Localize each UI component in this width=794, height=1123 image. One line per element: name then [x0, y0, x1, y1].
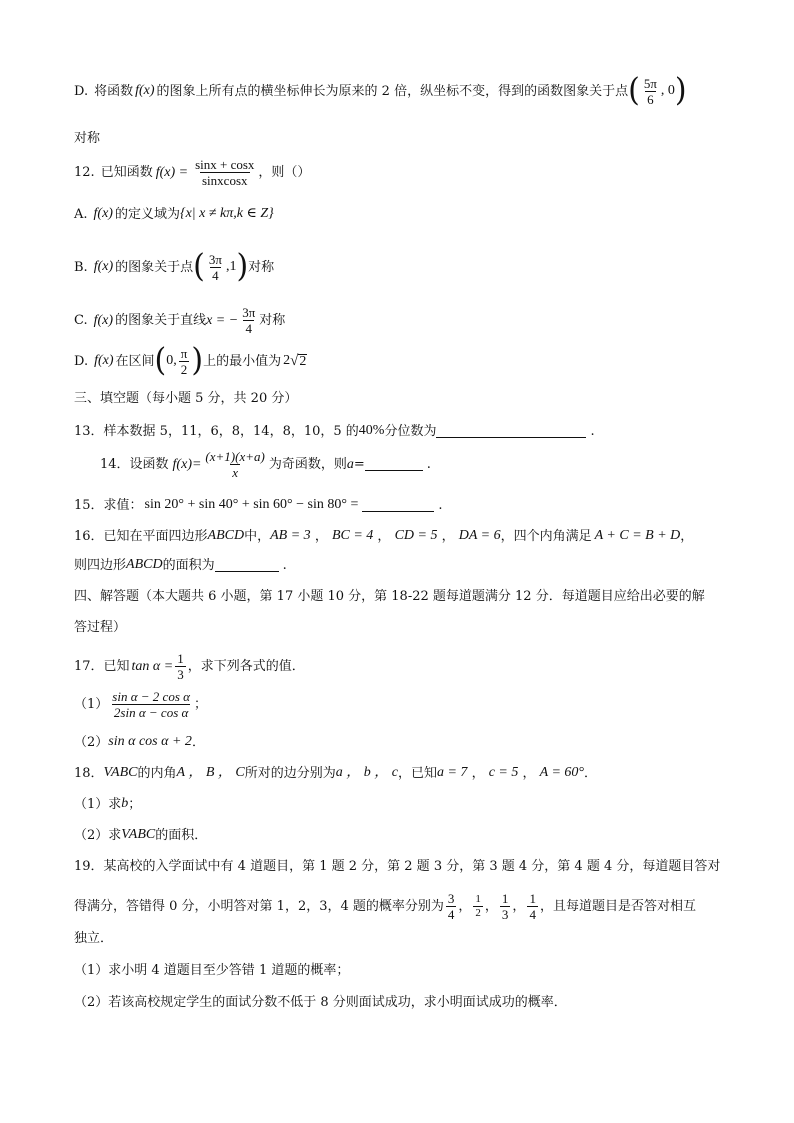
- side-names: a ， b ， c: [335, 765, 398, 780]
- function-notation: f(x): [135, 83, 155, 98]
- function-notation: f(x): [93, 206, 113, 221]
- side-da: DA = 6: [458, 528, 501, 543]
- question-number: 12.: [74, 165, 95, 180]
- semicolon: ；: [128, 796, 142, 812]
- left-paren: (: [154, 342, 167, 379]
- period: .: [282, 557, 287, 573]
- q19-line2: [74, 892, 696, 921]
- right-paren: ): [191, 342, 204, 379]
- part-label: （1）: [74, 697, 109, 712]
- quadrilateral-name: ABCD: [207, 528, 245, 543]
- comma: ，: [373, 528, 395, 544]
- part1-fraction: $\frac{\text{sin α − 2 cos α}}{\text{2sin α − cos α}}$: [112, 689, 190, 720]
- option-label: D.: [74, 83, 89, 99]
- q12-option-b: [74, 248, 275, 285]
- section-title: 四、解答题（本大题共 6 小题，第 17 小题 10 分，第 18-22 题每道题满分 12 分．每道题目应给出必要的解: [74, 589, 705, 604]
- line-equation: x = −: [206, 312, 239, 328]
- question-text: ，已知: [397, 765, 437, 781]
- question-text: 所对的边分别为: [244, 765, 336, 781]
- comma: ，: [518, 765, 540, 781]
- expression: sin 20° + sin 40° + sin 60° − sin 80° =: [144, 497, 359, 512]
- option-text: 的图象上所有点的横坐标伸长为原来的 2 倍，纵坐标不变，得到的函数图象关于点: [156, 83, 629, 99]
- q17-part2: [74, 735, 205, 749]
- question-tail: ，则（）: [258, 165, 311, 180]
- domain-set: {x| x ≠ kπ,k ∈ Z}: [179, 206, 274, 221]
- angle-names: A ， B ， C: [176, 765, 245, 780]
- triangle-name: VABC: [121, 827, 156, 842]
- period: ．: [584, 765, 598, 781]
- question-text: 得满分，答错得 0 分，小明答对第 1，2，3，4 题的概率分别为: [74, 899, 444, 914]
- q18-stem: [74, 766, 597, 780]
- q19-line1: [74, 860, 720, 873]
- section-three-heading: [74, 392, 297, 405]
- comma: ，: [310, 528, 332, 544]
- prob-fraction-3: $\frac{1}{3}$: [501, 891, 509, 922]
- question-text: 13．样本数据 5，11，6，8，14，8，10，5 的: [74, 423, 359, 439]
- percent-value: 40%: [358, 423, 385, 438]
- q18-part2: [74, 828, 207, 842]
- period: .: [426, 457, 431, 472]
- option-text: 对称: [248, 259, 275, 275]
- q19-part1: [74, 964, 349, 977]
- line-fraction: $\frac{3\pi}{4}$: [242, 305, 256, 336]
- option-text: 对称: [259, 313, 286, 328]
- min-coefficient: 2: [283, 353, 291, 368]
- function-notation: f(x): [93, 312, 114, 328]
- part-text: （2）求: [74, 827, 122, 843]
- question-text: 独立．: [74, 931, 114, 946]
- question-text: 中，: [244, 528, 271, 544]
- question-text: 为奇函数，则: [268, 457, 347, 472]
- part-text: （1）求小明 4 道题目至少答错 1 道题的概率；: [74, 963, 350, 978]
- question-text: ，求下列各式的值．: [187, 659, 305, 674]
- period: ．: [191, 734, 205, 750]
- section-four-heading-wrap: [74, 621, 126, 634]
- part-text: 的面积．: [155, 827, 208, 843]
- interval-fraction: $\frac{\pi}{2}$: [180, 345, 188, 377]
- comma: ，: [512, 899, 526, 914]
- variable: b: [121, 796, 129, 811]
- prob-fraction-4: $\frac{1}{4}$: [529, 891, 536, 922]
- q12-option-d: [74, 342, 307, 379]
- function-def: f(x) =: [155, 164, 189, 180]
- tan-expression: tan α =: [131, 658, 174, 674]
- q11-option-d-wrap: [74, 132, 100, 145]
- angle-a-value: A = 60°: [539, 765, 584, 780]
- side-cd: CD = 5: [394, 528, 438, 543]
- interval-start: 0,: [166, 353, 177, 368]
- option-text: 将函数: [94, 83, 134, 99]
- q19-line3: [74, 932, 113, 945]
- question-text: 17．已知: [74, 659, 130, 674]
- option-label: D.: [74, 353, 89, 369]
- question-text: 分位数为: [384, 423, 437, 439]
- comma: ，: [484, 899, 498, 914]
- comma: ，: [467, 765, 489, 781]
- option-label: A.: [74, 206, 88, 222]
- point-fraction: $\frac{3\pi}{4}$: [208, 251, 222, 283]
- prob-fraction-2: $\frac{1}{2}$: [475, 893, 481, 919]
- q12-stem: [74, 158, 310, 187]
- question-text: 16．已知在平面四边形: [74, 528, 208, 544]
- q16-line1: [74, 529, 693, 543]
- period: .: [590, 423, 595, 439]
- side-bc: BC = 4: [331, 528, 374, 543]
- section-four-heading: [74, 590, 705, 603]
- section-title: 答过程）: [74, 620, 127, 635]
- q16-line2: [74, 558, 287, 572]
- option-label: C.: [74, 313, 88, 328]
- option-text: 上的最小值为: [203, 353, 282, 369]
- q13: [74, 424, 595, 438]
- option-text: 在区间: [115, 353, 155, 369]
- section-title: 三、填空题（每小题 5 分，共 20 分）: [74, 391, 298, 406]
- question-text: 已知函数: [100, 165, 153, 180]
- part-text: （2）若该高校规定学生的面试分数不低于 8 分则面试成功，求小明面试成功的概率．: [74, 995, 567, 1010]
- q17-part1: [74, 690, 207, 719]
- question-number: 18．: [74, 765, 104, 781]
- sqrt-sign: √: [290, 352, 299, 369]
- wrap-text: 对称: [74, 131, 101, 146]
- answer-blank[interactable]: [365, 458, 423, 471]
- q11-option-d: [74, 72, 687, 109]
- option-text: 的定义域为: [114, 206, 180, 222]
- question-text: ，四个内角满足: [500, 528, 592, 544]
- part2-expression: sin α cos α + 2: [108, 734, 192, 749]
- triangle-name: VABC: [103, 765, 138, 780]
- equals: =: [353, 457, 365, 472]
- side-ab: AB = 3: [270, 528, 311, 543]
- function-notation: f(x): [94, 353, 114, 368]
- question-text: 19．某高校的入学面试中有 4 道题目，第 1 题 2 分，第 2 题 3 分，第 3 题 4 分，第 4 题 4 分，每道题目答对: [74, 859, 721, 874]
- option-text: 的图象关于点: [115, 259, 194, 275]
- question-text: 14．设函数: [100, 457, 169, 472]
- q18-part1: [74, 797, 141, 811]
- q12-option-c: [74, 306, 285, 335]
- question-text: 15．求值：: [74, 497, 143, 513]
- q19-part2: [74, 996, 567, 1009]
- point-tail: , 0: [660, 83, 675, 98]
- comma: ，: [437, 528, 459, 544]
- answer-blank[interactable]: [215, 559, 279, 572]
- point-tail: ,1: [225, 259, 237, 274]
- right-paren: ): [236, 248, 249, 285]
- part-text: （1）求: [74, 796, 122, 812]
- answer-blank[interactable]: [362, 499, 434, 512]
- part-label: （2）: [74, 734, 109, 750]
- semicolon: ；: [193, 697, 207, 712]
- q14: [100, 450, 431, 479]
- tan-fraction: $\frac{1}{3}$: [177, 651, 184, 682]
- question-text: ，且每道题目是否答对相互: [539, 899, 696, 914]
- angle-condition: A + C = B + D: [594, 528, 681, 543]
- q15: [74, 498, 443, 512]
- sqrt-radicand: 2: [299, 353, 307, 369]
- q17-stem: [74, 652, 305, 681]
- function-fraction: $\frac{(x+1)(x+a)}{x}$: [205, 449, 265, 480]
- left-paren: (: [193, 248, 205, 285]
- answer-blank[interactable]: [436, 425, 586, 438]
- comma: ，: [680, 528, 694, 544]
- side-a-value: a = 7: [436, 765, 468, 780]
- point-fraction: $\frac{5\pi}{6}$: [643, 75, 657, 107]
- function-notation: f(x): [93, 259, 114, 274]
- option-text: 的图象关于直线: [115, 313, 207, 328]
- q12-option-a: [74, 207, 274, 221]
- question-text: 则四边形: [74, 557, 127, 573]
- function-fraction: $\frac{\sin x + \cos x}{\text{sinxcosx}}$: [195, 157, 255, 188]
- quadrilateral-name: ABCD: [126, 557, 163, 572]
- comma: ，: [458, 899, 472, 914]
- function-def: f(x)=: [172, 456, 202, 472]
- question-text: 的内角: [137, 765, 177, 781]
- side-c-value: c = 5: [488, 765, 519, 780]
- right-paren: ): [674, 72, 687, 109]
- period: .: [438, 497, 443, 513]
- option-label: B.: [74, 259, 88, 275]
- variable: a: [346, 456, 354, 472]
- left-paren: (: [628, 72, 640, 109]
- question-text: 的面积为: [162, 557, 215, 573]
- prob-fraction-1: $\frac{3}{4}$: [447, 891, 455, 922]
